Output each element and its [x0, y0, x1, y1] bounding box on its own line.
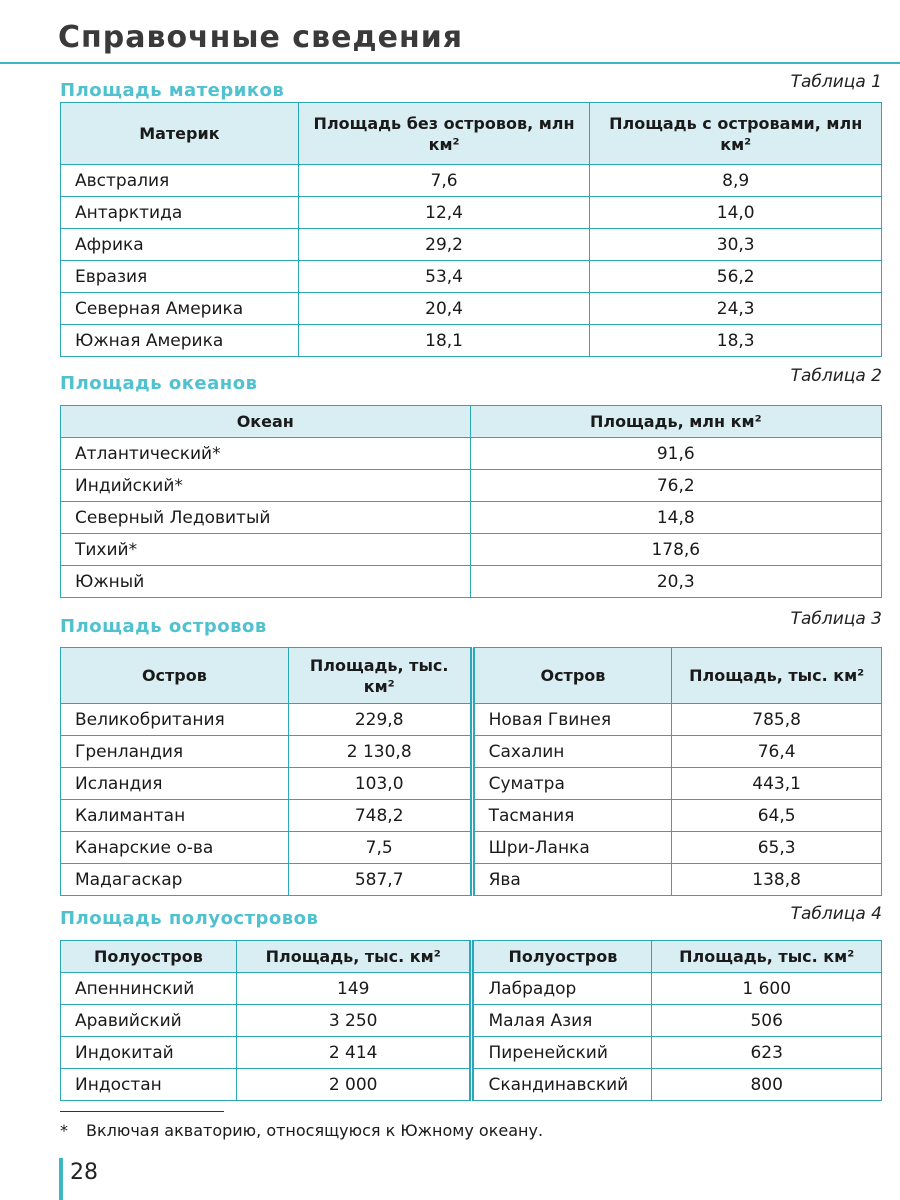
- area-with-islands-cell: 18,3: [590, 325, 882, 357]
- page-number: 28: [70, 1160, 98, 1185]
- islands-table-body: [61, 704, 882, 896]
- area-with-islands-cell: 24,3: [590, 293, 882, 325]
- continent-name-cell: Евразия: [61, 261, 299, 293]
- continents-table-label: Таблица 1: [790, 72, 882, 92]
- peninsulas-table-label: Таблица 4: [790, 904, 882, 924]
- oceans-header-col: Океан: [61, 406, 471, 438]
- island-name-cell: Калимантан: [61, 800, 289, 832]
- island-area-cell: 785,8: [672, 704, 882, 736]
- area-without-islands-cell: 20,4: [298, 293, 590, 325]
- continent-name-cell: Антарктида: [61, 197, 299, 229]
- table-row: [61, 832, 882, 864]
- peninsula-area-cell: 800: [652, 1069, 882, 1101]
- peninsula-area-cell: 506: [652, 1005, 882, 1037]
- page-number-bar: [59, 1158, 63, 1200]
- island-name-cell: Новая Гвинея: [472, 704, 672, 736]
- table-row: [61, 1069, 882, 1101]
- area-with-islands-cell: 8,9: [590, 165, 882, 197]
- ocean-area-cell: 20,3: [470, 566, 881, 598]
- island-area-cell: 748,2: [288, 800, 472, 832]
- island-name-cell: Шри-Ланка: [472, 832, 672, 864]
- island-area-cell: 65,3: [672, 832, 882, 864]
- table-row: [61, 325, 882, 357]
- footnote-rule: [60, 1111, 224, 1112]
- continents-heading: Площадь материков: [60, 80, 285, 101]
- island-name-cell: Канарские о-ва: [61, 832, 289, 864]
- oceans-table-body: [61, 438, 882, 598]
- islands-heading: Площадь островов: [60, 616, 267, 637]
- table-row: [61, 704, 882, 736]
- footnote: [60, 1121, 543, 1140]
- table-row: [61, 261, 882, 293]
- continent-name-cell: Северная Америка: [61, 293, 299, 325]
- peninsula-name-cell: Индокитай: [61, 1037, 237, 1069]
- peninsula-name-cell: Аравийский: [61, 1005, 237, 1037]
- peninsula-name-cell: Малая Азия: [472, 1005, 652, 1037]
- peninsula-name-cell: Индостан: [61, 1069, 237, 1101]
- islands-header-col: Площадь, тыс. км²: [672, 648, 882, 704]
- island-name-cell: Суматра: [472, 768, 672, 800]
- peninsula-name-cell: Апеннинский: [61, 973, 237, 1005]
- table-row: [61, 534, 882, 566]
- ocean-name-cell: Северный Ледовитый: [61, 502, 471, 534]
- area-without-islands-cell: 12,4: [298, 197, 590, 229]
- peninsula-name-cell: Пиренейский: [472, 1037, 652, 1069]
- table-row: [61, 438, 882, 470]
- ocean-area-cell: 14,8: [470, 502, 881, 534]
- table-row: [61, 293, 882, 325]
- peninsulas-header-col: Площадь, тыс. км²: [652, 941, 882, 973]
- ocean-area-cell: 76,2: [470, 470, 881, 502]
- continent-name-cell: Южная Америка: [61, 325, 299, 357]
- peninsula-name-cell: Скандинавский: [472, 1069, 652, 1101]
- oceans-table: [60, 405, 882, 598]
- island-name-cell: Мадагаскар: [61, 864, 289, 896]
- island-area-cell: 138,8: [672, 864, 882, 896]
- ocean-name-cell: Атлантический*: [61, 438, 471, 470]
- peninsulas-table: [60, 940, 882, 1101]
- ocean-area-cell: 178,6: [470, 534, 881, 566]
- island-name-cell: Тасмания: [472, 800, 672, 832]
- table-row: [61, 229, 882, 261]
- peninsulas-header-col: Площадь, тыс. км²: [236, 941, 472, 973]
- area-with-islands-cell: 14,0: [590, 197, 882, 229]
- peninsula-name-cell: Лабрадор: [472, 973, 652, 1005]
- table-row: [61, 1037, 882, 1069]
- oceans-table-label: Таблица 2: [790, 366, 882, 386]
- island-name-cell: Исландия: [61, 768, 289, 800]
- peninsula-area-cell: 3 250: [236, 1005, 472, 1037]
- table-row: [61, 502, 882, 534]
- area-with-islands-cell: 30,3: [590, 229, 882, 261]
- table-row: [61, 736, 882, 768]
- islands-table: [60, 647, 882, 896]
- table-row: [61, 864, 882, 896]
- island-area-cell: 587,7: [288, 864, 472, 896]
- area-with-islands-cell: 56,2: [590, 261, 882, 293]
- area-without-islands-cell: 18,1: [298, 325, 590, 357]
- table-row: [61, 165, 882, 197]
- island-area-cell: 443,1: [672, 768, 882, 800]
- islands-header-col: Площадь, тыс. км²: [288, 648, 472, 704]
- area-without-islands-cell: 29,2: [298, 229, 590, 261]
- island-area-cell: 76,4: [672, 736, 882, 768]
- table-row: [61, 197, 882, 229]
- peninsula-area-cell: 2 000: [236, 1069, 472, 1101]
- continents-table: [60, 102, 882, 357]
- table-row: [61, 973, 882, 1005]
- ocean-name-cell: Тихий*: [61, 534, 471, 566]
- island-area-cell: 229,8: [288, 704, 472, 736]
- table-row: [61, 1005, 882, 1037]
- table-row: [61, 470, 882, 502]
- ocean-name-cell: Индийский*: [61, 470, 471, 502]
- table-row: [61, 768, 882, 800]
- peninsula-area-cell: 623: [652, 1037, 882, 1069]
- island-area-cell: 2 130,8: [288, 736, 472, 768]
- continents-header-col: Площадь без островов, млн км²: [298, 103, 590, 165]
- oceans-heading: Площадь океанов: [60, 373, 258, 394]
- continents-header-col: Площадь с островами, млн км²: [590, 103, 882, 165]
- peninsulas-table-body: [61, 973, 882, 1101]
- continent-name-cell: Африка: [61, 229, 299, 261]
- ocean-name-cell: Южный: [61, 566, 471, 598]
- islands-header-col: Остров: [61, 648, 289, 704]
- islands-header-col: Остров: [472, 648, 672, 704]
- island-name-cell: Сахалин: [472, 736, 672, 768]
- area-without-islands-cell: 7,6: [298, 165, 590, 197]
- page-title: Справочные сведения: [58, 20, 464, 55]
- island-area-cell: 64,5: [672, 800, 882, 832]
- islands-table-label: Таблица 3: [790, 609, 882, 629]
- table-row: [61, 566, 882, 598]
- peninsulas-heading: Площадь полуостровов: [60, 908, 319, 929]
- ocean-area-cell: 91,6: [470, 438, 881, 470]
- table-row: [61, 800, 882, 832]
- area-without-islands-cell: 53,4: [298, 261, 590, 293]
- footnote-text: Включая акваторию, относящуюся к Южному океану.: [86, 1121, 544, 1140]
- peninsula-area-cell: 2 414: [236, 1037, 472, 1069]
- peninsulas-header-col: Полуостров: [472, 941, 652, 973]
- footnote-marker: *: [60, 1121, 68, 1140]
- continents-header-col: Материк: [61, 103, 299, 165]
- continent-name-cell: Австралия: [61, 165, 299, 197]
- continents-table-body: [61, 165, 882, 357]
- oceans-header-col: Площадь, млн км²: [470, 406, 881, 438]
- peninsula-area-cell: 1 600: [652, 973, 882, 1005]
- island-name-cell: Ява: [472, 864, 672, 896]
- island-name-cell: Гренландия: [61, 736, 289, 768]
- peninsula-area-cell: 149: [236, 973, 472, 1005]
- island-area-cell: 103,0: [288, 768, 472, 800]
- title-rule: [0, 62, 900, 64]
- peninsulas-header-col: Полуостров: [61, 941, 237, 973]
- island-area-cell: 7,5: [288, 832, 472, 864]
- island-name-cell: Великобритания: [61, 704, 289, 736]
